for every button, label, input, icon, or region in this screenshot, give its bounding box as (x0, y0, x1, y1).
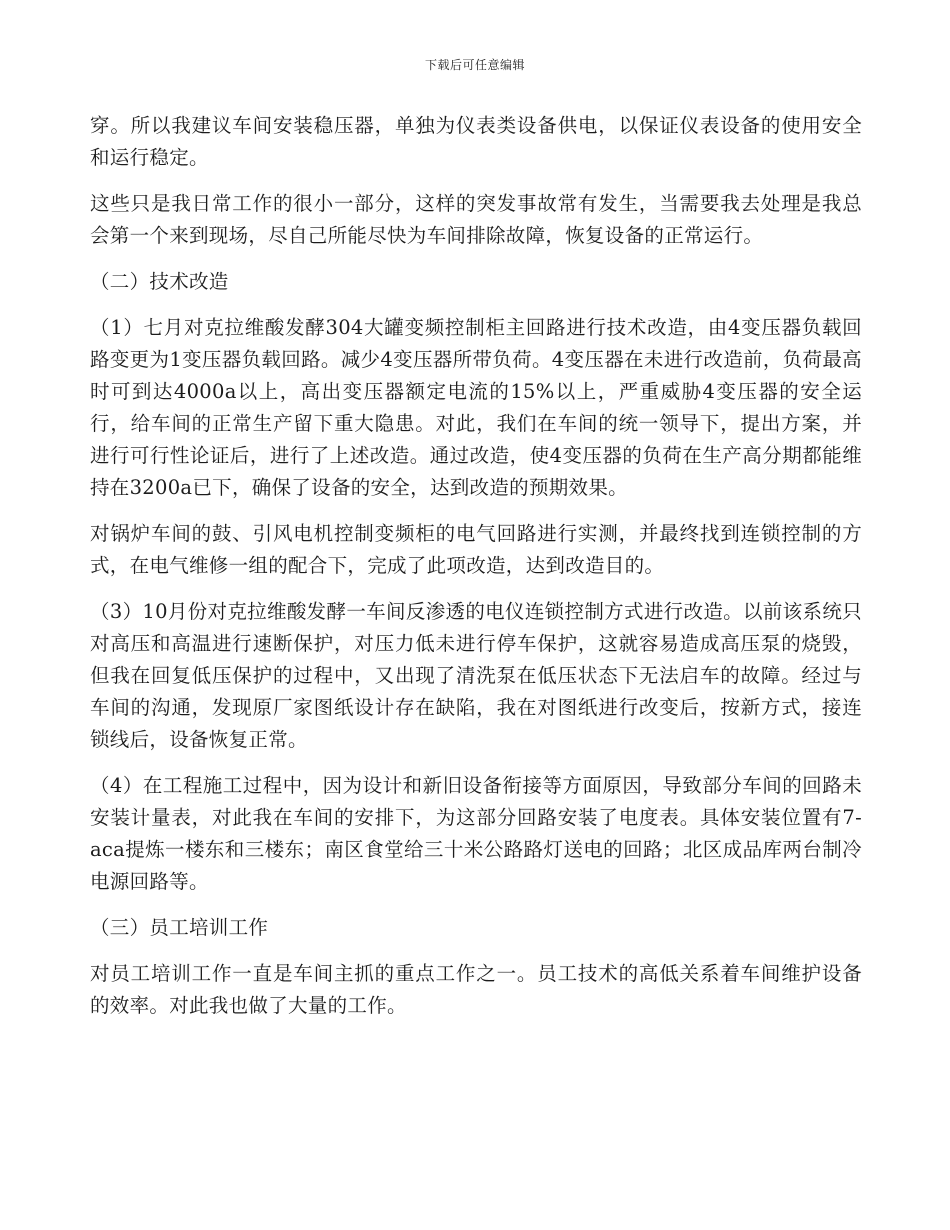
paragraph-daily-work: 这些只是我日常工作的很小一部分，这样的突发事故常有发生，当需要我去处理是我总会第一个来到现场，尽自己所能尽快为车间排除故障，恢复设备的正常运行。 (90, 192, 862, 247)
document-body (90, 110, 862, 1036)
page-header: 下载后可任意编辑 (424, 58, 525, 72)
section-heading-technical-renovation: （二）技术改造 (90, 270, 229, 293)
paragraph-item-1: （1）七月对克拉维酸发酵304大罐变频控制柜主回路进行技术改造，由4变压器负载回路变更为1变压器负载回路。减少4变压器所带负荷。4变压器在未进行改造前，负荷最高时可到达4000a以上，高出变压器额定电流的15%以上，严重威胁4变压器的安全运行，给车间的正常生产留下重大隐患。对此，我们在车间的统一领导下，提出方案，并进行可行性论证后，进行了上述改造。通过改造，使4变压器的负荷在生产高分期都能维持在3200a已下，确保了设备的安全，达到改造的预期效果。 (90, 316, 862, 499)
paragraph-item-4: （4）在工程施工过程中，因为设计和新旧设备衔接等方面原因，导致部分车间的回路未安装计量表，对此我在车间的安排下，为这部分回路安装了电度表。具体安装位置有7-aca提炼一楼东和三楼东；南区食堂给三十米公路路灯送电的回路；北区成品库两台制冷电源回路等。 (90, 774, 862, 893)
paragraph-continuation: 穿。所以我建议车间安装稳压器，单独为仪表类设备供电，以保证仪表设备的使用安全和运行稳定。 (90, 114, 862, 169)
section-heading-staff-training: （三）员工培训工作 (90, 916, 269, 939)
paragraph-staff-training: 对员工培训工作一直是车间主抓的重点工作之一。员工技术的高低关系着车间维护设备的效率。对此我也做了大量的工作。 (90, 962, 862, 1017)
paragraph-item-3: （3）10月份对克拉维酸发酵一车间反渗透的电仪连锁控制方式进行改造。以前该系统只对高压和高温进行速断保护，对压力低未进行停车保护，这就容易造成高压泵的烧毁，但我在回复低压保护的过程中，又出现了清洗泵在低压状态下无法启车的故障。经过与车间的沟通，发现原厂家图纸设计存在缺陷，我在对图纸进行改变后，按新方式，接连锁线后，设备恢复正常。 (90, 600, 862, 751)
paragraph-boiler-workshop: 对锅炉车间的鼓、引风电机控制变频柜的电气回路进行实测，并最终找到连锁控制的方式，在电气维修一组的配合下，完成了此项改造，达到改造目的。 (90, 522, 862, 577)
